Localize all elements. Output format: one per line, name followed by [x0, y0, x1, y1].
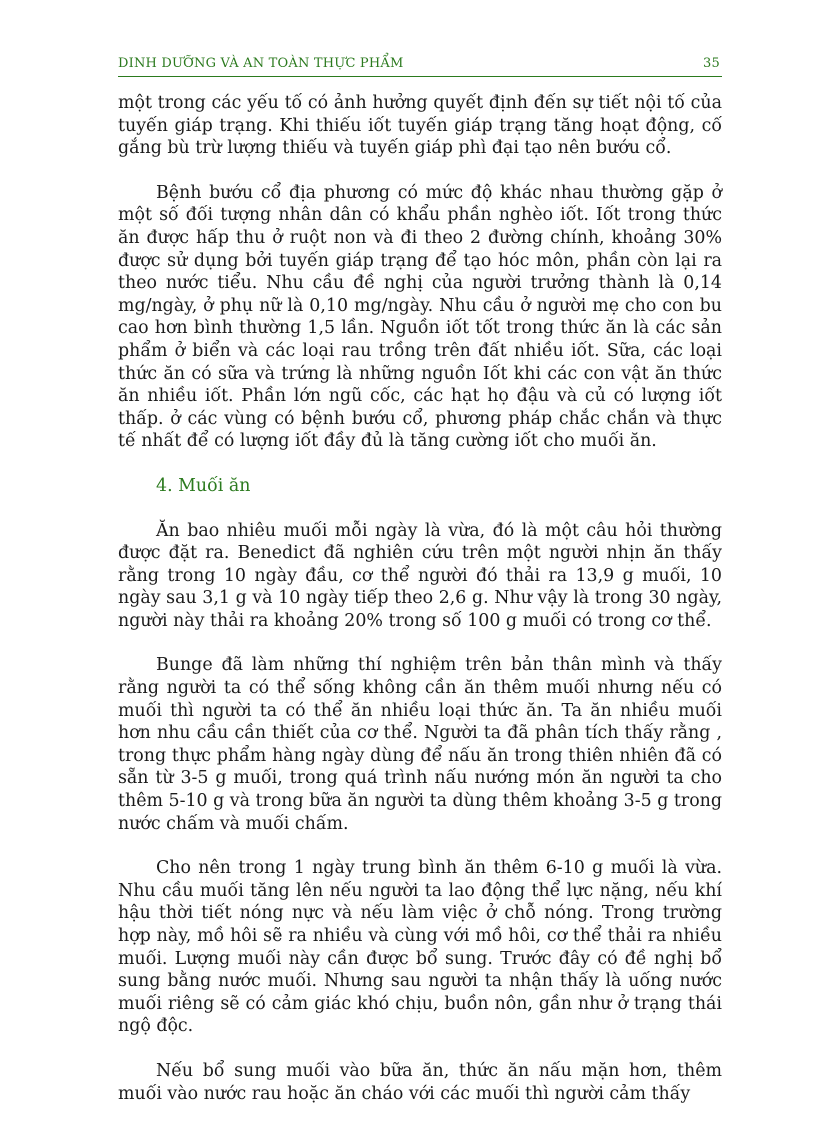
page-number: 35 — [703, 56, 720, 71]
paragraph-salt-benedict: Ăn bao nhiêu muối mỗi ngày là vừa, đó là một câu hỏi thường được đặt ra. Benedict đã nghiên cứu trên một người nhịn ăn thấy rằng trong 10 ngày đầu, cơ thể người đó thải ra 13,9 g muối, 10 ngày sau 3,1 g và 10 ngày tiếp theo 2,6 g. Như vậy là trong 30 ngày, người này thải ra khoảng 20% trong số 100 g muối có trong cơ thể. — [118, 520, 722, 631]
paragraph-continuation: một trong các yếu tố có ảnh hưởng quyết định đến sự tiết nội tố của tuyến giáp trạng. Khi thiếu iốt tuyến giáp trạng tăng hoạt động, cố gắng bù trừ lượng thiếu và tuyến giáp phì đại tạo nên bướu cổ. — [118, 93, 722, 159]
paragraph-salt-supplement: Nếu bổ sung muối vào bữa ăn, thức ăn nấu mặn hơn, thêm muối vào nước rau hoặc ăn cháo với các muối thì người cảm thấy — [118, 1060, 722, 1104]
paragraph-salt-bunge: Bunge đã làm những thí nghiệm trên bản thân mình và thấy rằng người ta có thể sống không cần ăn thêm muối nhưng nếu có muối thì người ta có thể ăn nhiều loại thức ăn. Ta ăn nhiều muối hơn nhu cầu cần thiết của cơ thể. Người ta đã phân tích thấy rằng , trong thực phẩm hàng ngày dùng để nấu ăn trong thiên nhiên đã có sẵn từ 3-5 g muối, trong quá trình nấu nướng món ăn người ta cho thêm 5-10 g và trong bữa ăn người ta dùng thêm khoảng 3-5 g trong nước chấm và muối chấm. — [118, 655, 722, 834]
section-heading-salt: 4. Muối ăn — [156, 475, 251, 496]
paragraph-goiter: Bệnh bướu cổ địa phương có mức độ khác nhau thường gặp ở một số đối tượng nhân dân có khẩu phần nghèo iốt. Iốt trong thức ăn được hấp thu ở ruột non và đi theo 2 đường chính, khoảng 30% được sử dụng bởi tuyến giáp trạng để tạo hóc môn, phần còn lại ra theo nước tiểu. Nhu cầu đề nghị của người trưởng thành là 0,14 mg/ngày, ở phụ nữ là 0,10 mg/ngày. Nhu cầu ở người mẹ cho con bu cao hơn bình thường 1,5 lần. Nguồn iốt tốt trong thức ăn là các sản phẩm ở biển và các loại rau trồng trên đất nhiều iốt. Sữa, các loại thức ăn có sữa và trứng là những nguồn Iốt khi các con vật ăn thức ăn nhiều iốt. Phần lớn ngũ cốc, các hạt họ đậu và củ có lượng iốt thấp. ở các vùng có bệnh bướu cổ, phương pháp chắc chắn và thực tế nhất để có lượng iốt đầy đủ là tăng cường iốt cho muối ăn. — [118, 182, 722, 452]
page-body — [118, 92, 722, 1127]
paragraph-salt-daily-need: Cho nên trong 1 ngày trung bình ăn thêm 6-10 g muối là vừa. Nhu cầu muối tăng lên nếu người ta lao động thể lực nặng, nếu khí hậu thời tiết nóng nực và nếu làm việc ở chỗ nóng. Trong trường hợp này, mồ hôi sẽ ra nhiều và cùng với mồ hôi, cơ thể thải ra nhiều muối. Lượng muối này cần được bổ sung. Trước đây có đề nghị bổ sung bằng nước muối. Nhưng sau người ta nhận thấy là uống nước muối riêng sẽ có cảm giác khó chịu, buồn nôn, gần như ở trạng thái ngộ độc. — [118, 858, 722, 1037]
header-divider — [118, 76, 722, 77]
running-header-title: DINH DƯỠNG VÀ AN TOÀN THỰC PHẨM — [118, 56, 404, 71]
